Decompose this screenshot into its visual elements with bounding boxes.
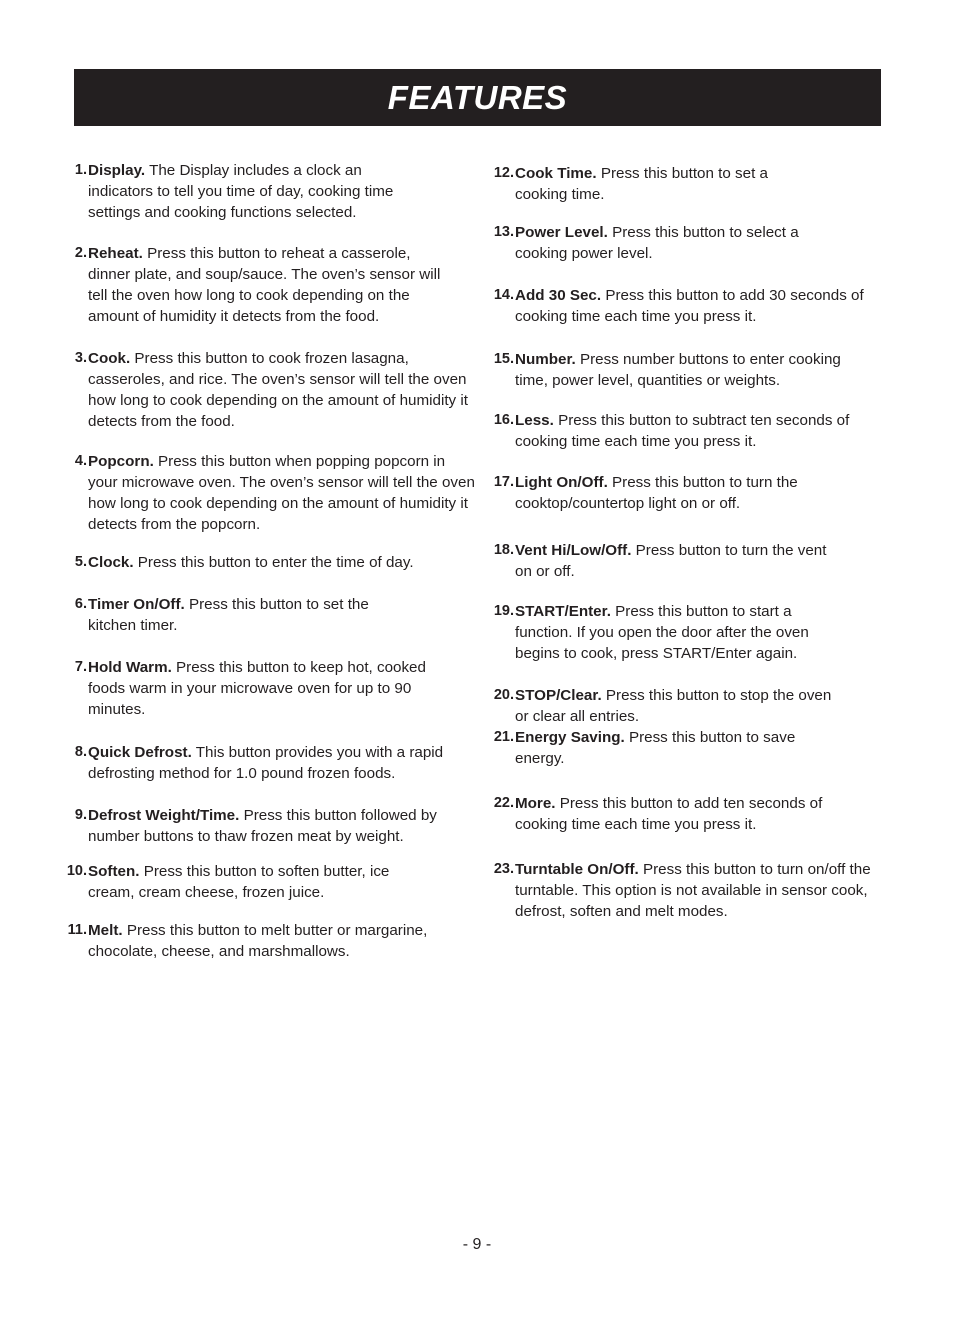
feature-description: Press this button to melt butter or margarine, chocolate, cheese, and marshmallows.: [88, 922, 428, 960]
feature-description: Press number buttons to enter cooking time, power level, quantities or weights.: [515, 351, 841, 389]
feature-description: Press this button to enter the time of day.: [133, 554, 414, 571]
feature-number: 6.: [74, 596, 87, 612]
feature-number: 3.: [74, 350, 87, 366]
feature-title: START/Enter.: [515, 603, 611, 620]
feature-text: [515, 410, 875, 452]
feature-number: 10.: [66, 863, 87, 879]
feature-number: 5.: [74, 554, 87, 570]
feature-item-turntable: [485, 859, 880, 922]
feature-title: Clock.: [88, 554, 134, 571]
feature-text: [515, 727, 835, 769]
feature-title: Display.: [88, 162, 146, 179]
feature-text: [88, 742, 470, 784]
feature-description: Press this button to select a cooking power level.: [515, 224, 799, 262]
feature-title: Turntable On/Off.: [515, 861, 639, 878]
feature-title: Hold Warm.: [88, 659, 172, 676]
feature-item-less: [485, 410, 875, 452]
feature-item-quick-defrost: [60, 742, 470, 784]
feature-number: 16.: [493, 412, 514, 428]
feature-description: Press this button to set the kitchen timer.: [88, 596, 369, 634]
feature-item-light: [485, 472, 825, 514]
feature-number: 13.: [493, 224, 514, 240]
feature-number: 12.: [493, 165, 514, 181]
feature-number: 19.: [493, 603, 514, 619]
feature-item-more: [485, 793, 860, 835]
feature-text: [88, 805, 460, 847]
feature-title: Light On/Off.: [515, 474, 608, 491]
feature-text: [515, 859, 880, 922]
feature-text: [88, 243, 455, 327]
feature-text: [515, 285, 870, 327]
feature-description: Press this button to soften butter, ice cream, cream cheese, frozen juice.: [88, 863, 390, 901]
feature-description: Press this button to subtract ten seconds of cooking time each time you press it.: [515, 412, 850, 450]
feature-description: Press this button to save energy.: [515, 729, 796, 767]
feature-title: Number.: [515, 351, 576, 368]
feature-title: Reheat.: [88, 245, 143, 262]
feature-title: Melt.: [88, 922, 123, 939]
feature-text: [88, 657, 445, 720]
feature-title: Quick Defrost.: [88, 744, 192, 761]
feature-number: 15.: [493, 351, 514, 367]
feature-item-cook-time: [485, 163, 815, 205]
feature-text: [515, 163, 815, 205]
feature-title: Defrost Weight/Time.: [88, 807, 240, 824]
feature-number: 21.: [493, 729, 514, 745]
feature-item-power-level: [485, 222, 855, 264]
feature-item-vent: [485, 540, 845, 582]
feature-title: Popcorn.: [88, 453, 154, 470]
feature-number: 23.: [493, 861, 514, 877]
feature-number: 1.: [74, 162, 87, 178]
feature-text: [515, 793, 860, 835]
feature-title: Timer On/Off.: [88, 596, 185, 613]
feature-number: 9.: [74, 807, 87, 823]
feature-number: 11.: [67, 922, 87, 938]
feature-description: Press this button to add ten seconds of cooking time each time you press it.: [515, 795, 823, 833]
feature-title: Vent Hi/Low/Off.: [515, 542, 632, 559]
feature-item-soften: [60, 861, 430, 903]
feature-text: [88, 920, 465, 962]
feature-text: [515, 222, 855, 264]
feature-text: [515, 472, 825, 514]
feature-text: [515, 540, 845, 582]
feature-description: This button provides you with a rapid defrosting method for 1.0 pound frozen foods.: [88, 744, 444, 782]
feature-item-reheat: [60, 243, 455, 327]
feature-description: Press this button to start a function. If you open the door after the oven begins to cook, press START/Enter again.: [515, 603, 809, 662]
feature-number: 8.: [74, 744, 87, 760]
feature-item-clock: [60, 552, 460, 573]
feature-title: More.: [515, 795, 556, 812]
feature-title: STOP/Clear.: [515, 687, 602, 704]
feature-description: Press this button followed by number buttons to thaw frozen meat by weight.: [88, 807, 437, 845]
feature-text: [88, 861, 430, 903]
feature-number: 14.: [493, 287, 514, 303]
feature-item-defrost-weight-time: [60, 805, 460, 847]
feature-title: Cook.: [88, 350, 131, 367]
feature-item-popcorn: [60, 451, 478, 535]
feature-description: Press this button to reheat a casserole, dinner plate, and soup/sauce. The oven’s sensor will tell the oven how long to cook depending on the amount of humidity it detects from the food.: [88, 245, 441, 325]
feature-description: Press this button to turn on/off the turntable. This option is not available in sensor cook, defrost, soften and melt modes.: [515, 861, 871, 920]
feature-item-timer: [60, 594, 410, 636]
feature-description: Press this button to turn the cooktop/countertop light on or off.: [515, 474, 798, 512]
feature-description: Press this button to keep hot, cooked foods warm in your microwave oven for up to 90 minutes.: [88, 659, 426, 718]
feature-item-display: [60, 160, 410, 223]
feature-number: 17.: [493, 474, 514, 490]
feature-number: 7.: [74, 659, 87, 675]
page-title: FEATURES: [387, 78, 568, 116]
feature-title: Energy Saving.: [515, 729, 625, 746]
feature-description: Press this button to set a cooking time.: [515, 165, 768, 203]
feature-description: Press this button to add 30 seconds of cooking time each time you press it.: [515, 287, 864, 325]
feature-title: Add 30 Sec.: [515, 287, 602, 304]
feature-description: Press button to turn the vent on or off.: [515, 542, 827, 580]
feature-description: The Display includes a clock an indicators to tell you time of day, cooking time settings and cooking functions selected.: [88, 162, 394, 221]
feature-number: 4.: [74, 453, 87, 469]
feature-number: 20.: [493, 687, 514, 703]
feature-text: [515, 349, 877, 391]
feature-title: Cook Time.: [515, 165, 597, 182]
feature-text: [88, 552, 460, 573]
feature-item-hold-warm: [60, 657, 445, 720]
feature-text: [88, 348, 472, 432]
feature-number: 18.: [493, 542, 514, 558]
feature-item-melt: [60, 920, 465, 962]
feature-item-energy-saving: [485, 727, 835, 769]
feature-description: Press this button when popping popcorn in your microwave oven. The oven’s sensor will tell the oven how long to cook depending on the amount of humidity it detects from the popcorn.: [88, 453, 475, 533]
feature-item-number: [485, 349, 877, 391]
feature-item-cook: [60, 348, 472, 432]
feature-title: Less.: [515, 412, 554, 429]
feature-number: 22.: [493, 795, 514, 811]
feature-item-start-enter: [485, 601, 850, 664]
feature-text: [88, 160, 410, 223]
feature-text: [515, 685, 835, 727]
features-banner: [74, 69, 881, 126]
feature-description: Press this button to cook frozen lasagna, casseroles, and rice. The oven’s sensor will tell the oven how long to cook depending on the amount of humidity it detects from the food.: [88, 350, 468, 430]
feature-item-stop-clear: [485, 685, 835, 727]
feature-text: [88, 451, 478, 535]
page-number: - 9 -: [462, 1236, 492, 1253]
feature-item-add-30-sec: [485, 285, 870, 327]
feature-title: Soften.: [88, 863, 140, 880]
feature-text: [88, 594, 410, 636]
feature-title: Power Level.: [515, 224, 608, 241]
feature-number: 2.: [74, 245, 87, 261]
feature-text: [515, 601, 850, 664]
feature-description: Press this button to stop the oven or clear all entries.: [515, 687, 832, 725]
